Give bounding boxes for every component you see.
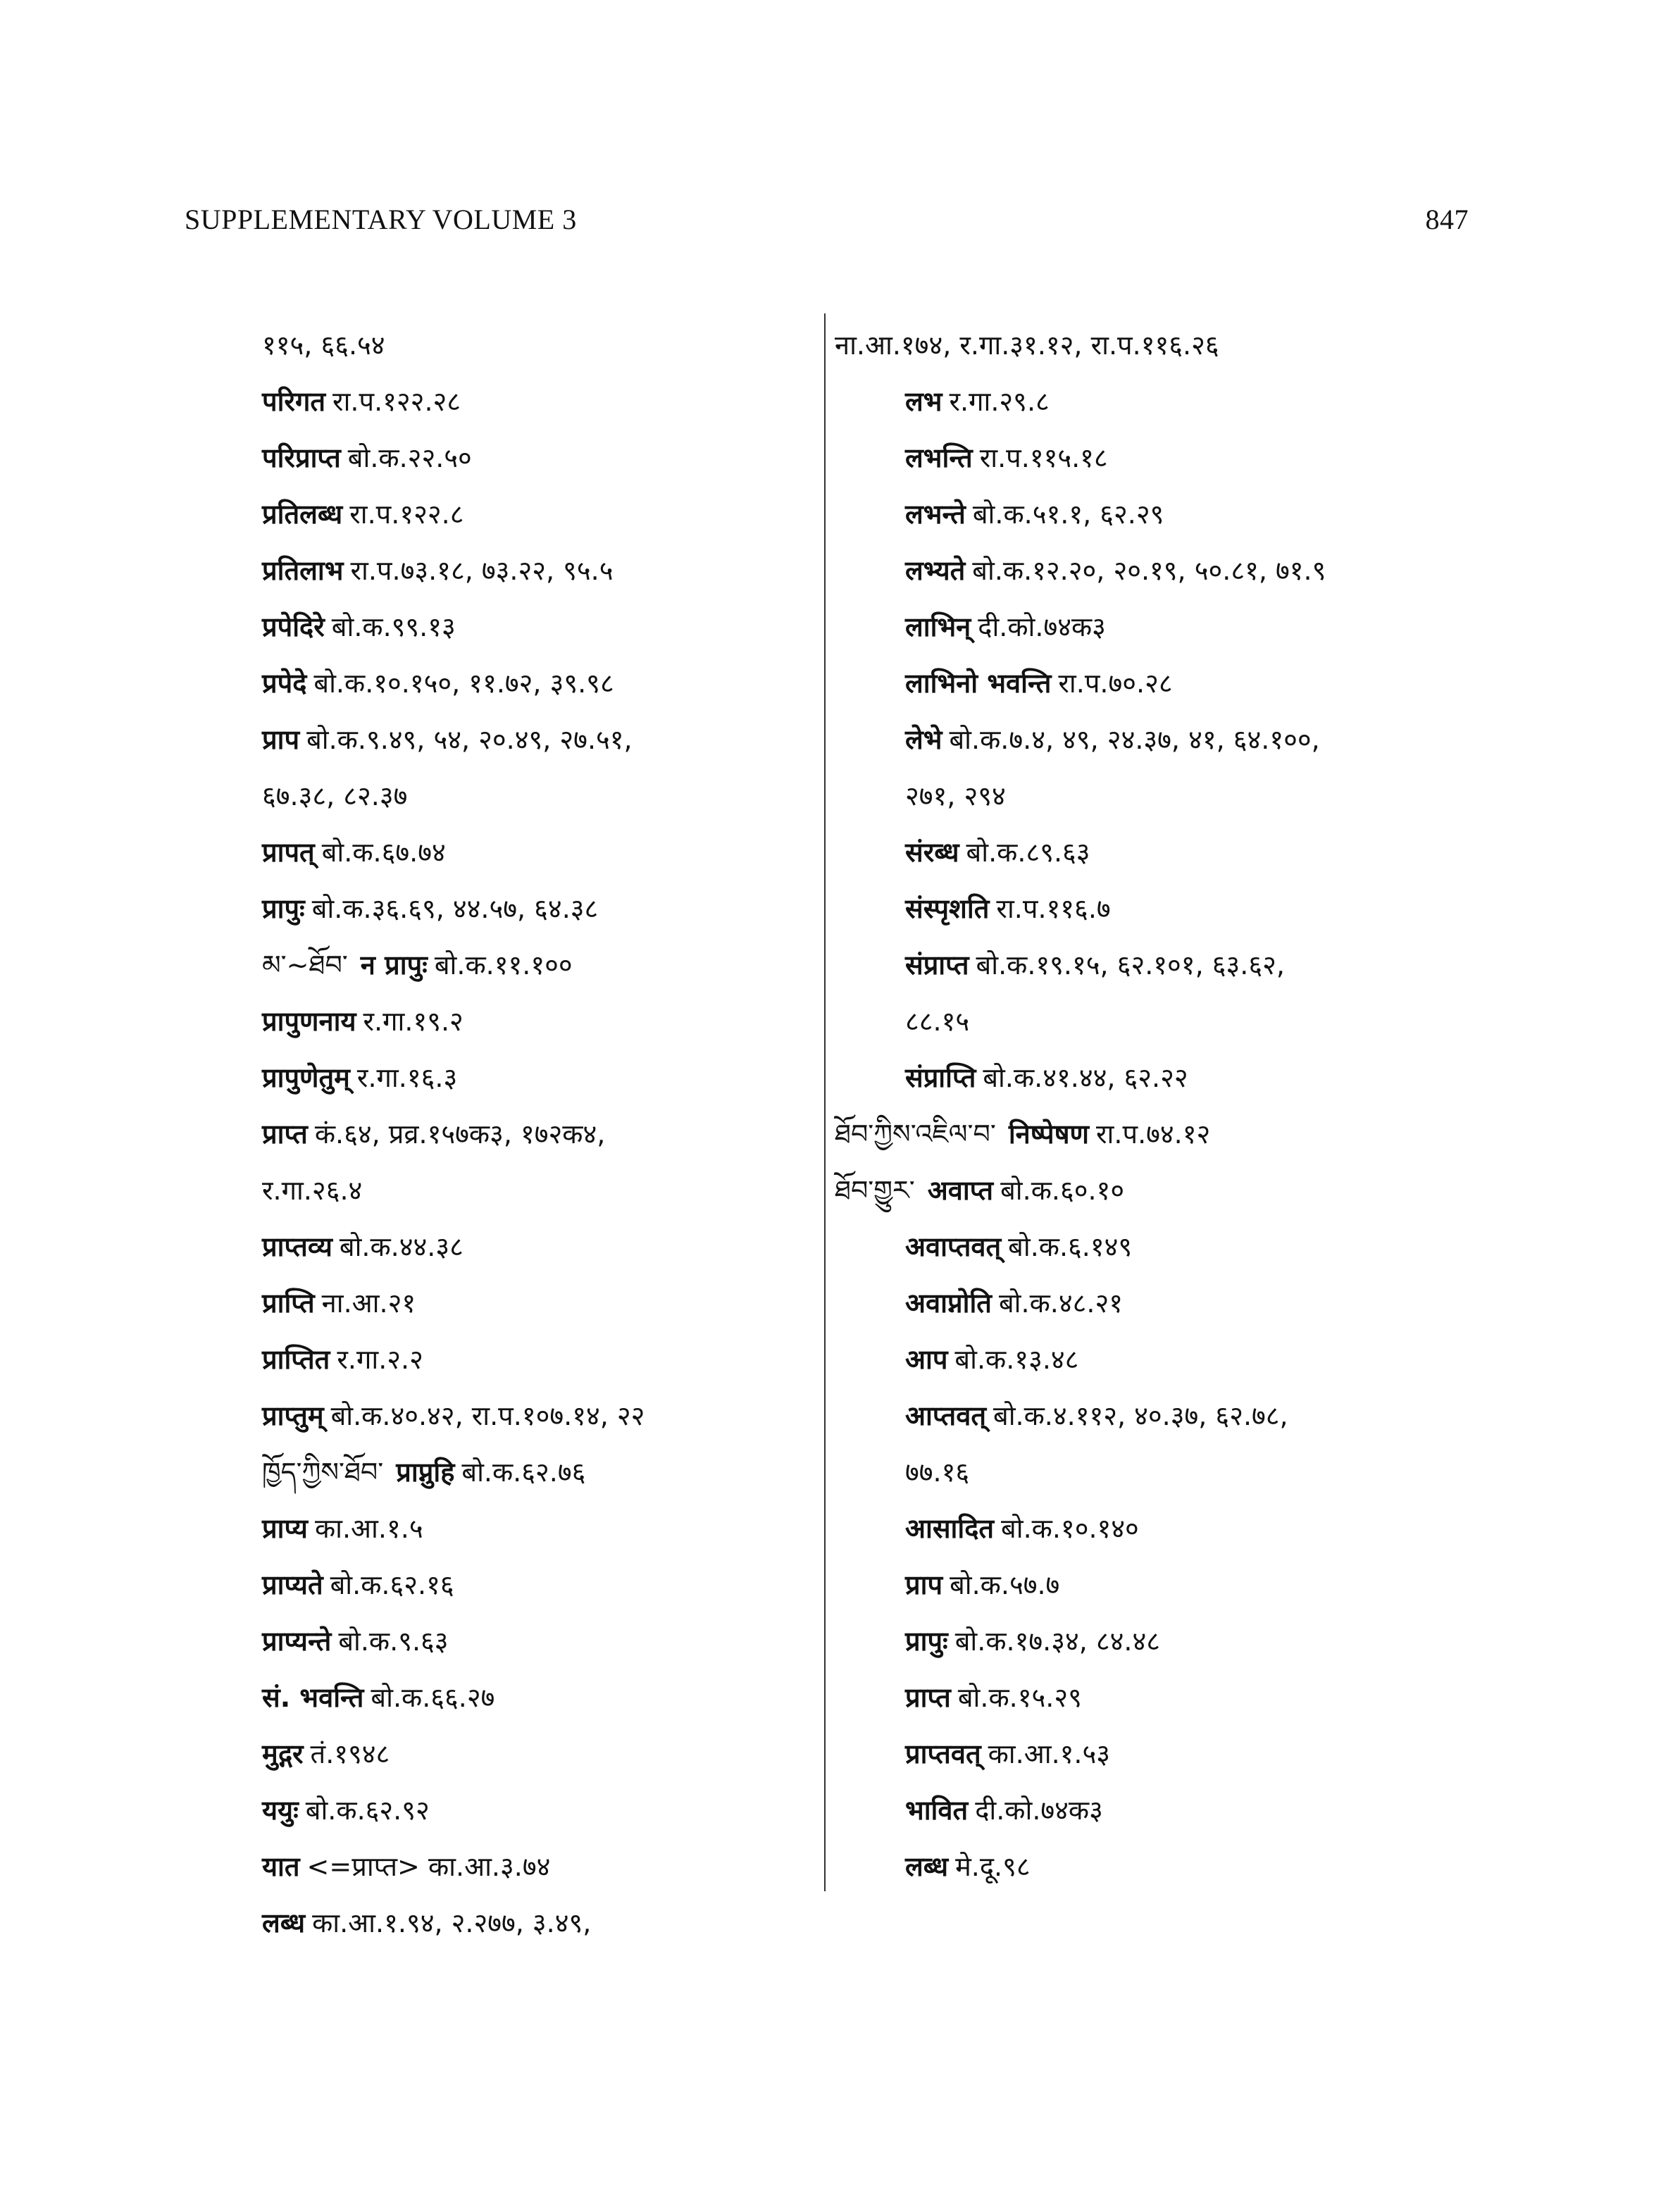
reference: बो.क.६.१४९ [1008,1231,1133,1262]
entry-line [262,711,811,768]
entry-line [835,993,1539,1050]
left-column [262,317,811,1951]
headword: प्राप्तवत् [905,1738,981,1769]
headword: प्रपेदिरे [262,611,325,642]
entry-line [835,655,1539,711]
headword: प्रपेदे [262,668,307,699]
entry-line [835,1726,1539,1782]
headword: प्राप्तुम् [262,1400,324,1431]
reference: र.गा.२.२ [337,1344,423,1375]
headword: प्रापुः [262,893,305,924]
reference: कं.६४, प्रव्र.१५७क३, १७२क४, [314,1119,606,1150]
entry-line [262,1726,811,1782]
reference: बो.क.१२.२०, २०.१९, ५०.८१, ७१.९ [972,555,1326,586]
reference: बो.क.३६.६९, ४४.५७, ६४.३८ [311,893,599,924]
reference: बो.क.२२.५० [347,442,472,473]
reference: बो.क.४०.४२, रा.प.१०७.१४, २२ [330,1400,645,1431]
headword: प्रतिलाभ [262,555,344,586]
reference: बो.क.४४.३८ [339,1231,463,1262]
entry-line [835,1275,1539,1331]
headword: प्राप्यते [262,1569,323,1600]
headword: अवाप्नोति [905,1288,992,1319]
reference: रा.प.७४.१२ [1096,1119,1211,1150]
headword: प्रापुः [905,1626,948,1657]
entry-line [262,1895,811,1951]
reference: ८८.१५ [905,1006,970,1037]
entry-line [835,1331,1539,1388]
headword: संप्राप्ति [905,1062,976,1093]
reference: बो.क.१३.४८ [954,1344,1079,1375]
entry-line [835,1838,1539,1895]
reference: का.आ.१.९४, २.२७७, ३.४९, [312,1907,592,1938]
entry-line [262,1669,811,1726]
entry-line [835,1500,1539,1557]
headword: न प्रापुः [360,950,428,980]
entry-line [835,768,1539,824]
entry-line [835,1669,1539,1726]
entry-line [262,1500,811,1557]
reference: र.गा.२६.४ [262,1175,363,1206]
headword: आप्तवत् [905,1400,986,1431]
headword: लाभिन् [905,611,971,642]
entry-line [262,1613,811,1669]
headword: लाभिनो भवन्ति [905,668,1052,699]
entry-line [262,880,811,937]
headword: परिगत [262,386,326,417]
reference: बो.क.१९.१५, ६२.१०१, ६३.६२, [976,950,1285,980]
entry-line [835,430,1539,486]
reference: दी.को.७४क३ [978,611,1106,642]
entry-line [262,1275,811,1331]
reference: २७१, २९४ [905,780,1006,811]
entry-line [262,768,811,824]
entry-line [835,1557,1539,1613]
entry-line [262,317,811,373]
reference: र.गा.२९.८ [949,386,1050,417]
entry-line [835,1162,1539,1219]
entry-line [262,599,811,655]
reference: र.गा.१६.३ [356,1062,458,1093]
headword: प्राप्यन्ते [262,1626,332,1657]
reference: रा.प.१२२.८ [349,499,464,530]
reference: दी.को.७४क३ [975,1795,1103,1826]
tibetan-term: ཁྱོད་ཀྱིས་ཐོབ་ [262,1457,384,1488]
entry-line [835,937,1539,993]
entry-line [835,1388,1539,1444]
reference: रा.प.७३.१८, ७३.२२, ९५.५ [350,555,614,586]
reference: बो.क.६२.९२ [305,1795,430,1826]
reference: रा.प.१२२.२८ [332,386,461,417]
entry-line [835,373,1539,430]
headword: संरब्ध [905,837,959,868]
headword: अवाप्तवत् [905,1231,1002,1262]
entry-line [835,1782,1539,1838]
reference: बो.क.१०.१५०, ११.७२, ३९.९८ [313,668,614,699]
reference: बो.क.४.११२, ४०.३७, ६२.७८, [993,1400,1288,1431]
headword: आप [905,1344,948,1375]
headword: प्रापुणेतुम् [262,1062,350,1093]
reference: बो.क.६६.२७ [371,1682,495,1713]
reference: बो.क.६२.७६ [461,1457,586,1488]
headword: सं. भवन्ति [262,1682,364,1713]
entry-line [835,1219,1539,1275]
headword: प्राप [905,1569,943,1600]
entry-line [262,486,811,542]
headword: प्राप्तव्य [262,1231,332,1262]
headword: भावित [905,1795,969,1826]
headword: प्राप्ति [262,1288,315,1319]
reference: ७७.१६ [905,1457,970,1488]
reference: ११५, ६६.५४ [262,330,385,361]
right-column [835,317,1539,1895]
entry-line [262,1050,811,1106]
headword: लभन्ति [905,442,973,473]
headword: प्रापत् [262,837,315,868]
entry-line [835,1613,1539,1669]
page-number: 847 [1425,204,1469,235]
entry-line [835,1106,1539,1162]
headword: लब्ध [905,1851,949,1882]
reference: का.आ.१.५३ [988,1738,1111,1769]
reference: <=प्राप्त> का.आ.३.७४ [306,1851,551,1882]
reference: बो.क.८९.६३ [966,837,1090,868]
entry-line [262,430,811,486]
headword: आसादित [905,1513,995,1544]
entry-line [262,937,811,993]
headword: लब्ध [262,1907,306,1938]
entry-line [262,1162,811,1219]
tibetan-term: ཐོབ་གྱུར་ [835,1175,915,1206]
entry-line [835,1050,1539,1106]
entry-line [262,1106,811,1162]
reference: बो.क.४८.२१ [998,1288,1123,1319]
entry-line [262,1219,811,1275]
headword: यात [262,1851,300,1882]
reference: रा.प.७०.२८ [1058,668,1173,699]
reference: बो.क.९.६३ [338,1626,449,1657]
entry-line [262,1782,811,1838]
entry-line [262,1388,811,1444]
entry-line [262,373,811,430]
headword: प्राप [262,724,300,755]
reference: बो.क.६२.१६ [330,1569,454,1600]
headword: प्रतिलब्ध [262,499,343,530]
headword: मुद्गर [262,1738,304,1769]
entry-line [262,993,811,1050]
reference: र.गा.१९.२ [363,1006,463,1037]
reference: रा.प.११५.१८ [979,442,1108,473]
entry-line [262,1557,811,1613]
reference: बो.क.४१.४४, ६२.२२ [983,1062,1188,1093]
headword: निष्पेषण [1008,1119,1090,1150]
headword: लेभे [905,724,942,755]
headword: प्राप्त [905,1682,951,1713]
reference: बो.क.५७.७ [950,1569,1060,1600]
headword: प्राप्य [262,1513,308,1544]
headword: ययुः [262,1795,299,1826]
entry-line [835,317,1539,373]
entry-line [835,1444,1539,1500]
reference: बो.क.११.१०० [434,950,573,980]
running-title: SUPPLEMENTARY VOLUME 3 [185,204,577,235]
reference: ना.आ.२१ [321,1288,416,1319]
reference: बो.क.१७.३४, ८४.४८ [954,1626,1161,1657]
reference: बो.क.१५.२९ [957,1682,1082,1713]
entry-line [262,1444,811,1500]
headword: परिप्राप्त [262,442,341,473]
headword: अवाप्त [927,1175,994,1206]
headword: लभ्यते [905,555,966,586]
entry-line [835,486,1539,542]
column-divider [824,313,826,1891]
entry-line [262,542,811,599]
reference: ना.आ.१७४, र.गा.३१.१२, रा.प.११६.२६ [835,330,1219,361]
tibetan-term: ཐོབ་ཀྱིས་འཇིལ་བ་ [835,1119,996,1150]
tibetan-term: མ་~ཐོབ་ [262,950,348,980]
reference: का.आ.१.५ [314,1513,423,1544]
entry-line [262,655,811,711]
entry-line [835,824,1539,880]
reference: ६७.३८, ८२.३७ [262,780,408,811]
entry-line [262,824,811,880]
reference: बो.क.७.४, ४९, २४.३७, ४१, ६४.१००, [949,724,1320,755]
reference: मे.दू.९८ [955,1851,1031,1882]
headword: लभन्ते [905,499,966,530]
headword: प्रापुणनाय [262,1006,356,1037]
reference: बो.क.६०.१० [1000,1175,1125,1206]
headword: संप्राप्त [905,950,969,980]
headword: प्राप्त [262,1119,308,1150]
entry-line [262,1331,811,1388]
headword: प्राप्तित [262,1344,330,1375]
reference: बो.क.१०.१४० [1001,1513,1139,1544]
headword: संस्पृशति [905,893,990,924]
headword: प्राप्नुहि [396,1457,455,1488]
entry-line [835,599,1539,655]
entry-line [262,1838,811,1895]
entry-line [835,880,1539,937]
reference: बो.क.६७.७४ [321,837,446,868]
headword: लभ [905,386,942,417]
reference: बो.क.५१.१, ६२.२९ [972,499,1164,530]
reference: बो.क.९९.१३ [331,611,456,642]
reference: बो.क.९.४९, ५४, २०.४९, २७.५१, [306,724,633,755]
reference: तं.१९४८ [310,1738,390,1769]
entry-line [835,711,1539,768]
entry-line [835,542,1539,599]
reference: रा.प.११६.७ [996,893,1111,924]
